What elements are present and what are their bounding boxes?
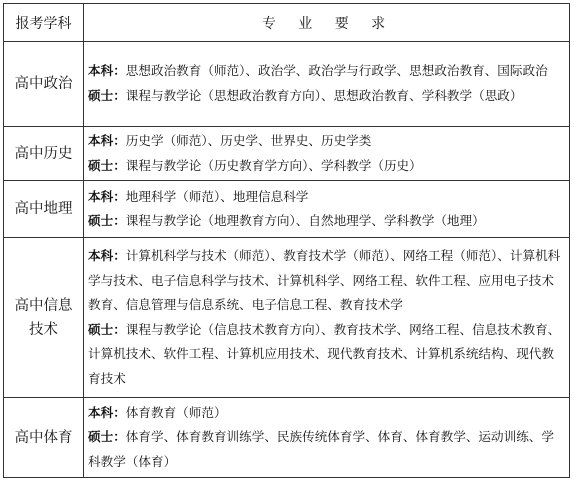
undergrad-requirement: [88, 401, 565, 426]
master-label: 硕士：: [88, 88, 126, 103]
table-row: [4, 398, 570, 478]
header-subject: 报考学科: [4, 4, 84, 42]
undergrad-majors: 思想政治教育（师范）、政治学、政治学与行政学、思想政治教育、国际政治: [125, 63, 548, 79]
table-row: [4, 127, 570, 181]
master-majors: 课程与教学论（历史教育学方向）、学科教学（历史）: [125, 157, 422, 173]
master-requirement: [88, 209, 565, 234]
subject-name: 高中政治: [14, 76, 73, 92]
requirement-cell: [84, 181, 570, 238]
table-row: [4, 238, 570, 398]
undergrad-requirement: [88, 244, 565, 318]
master-requirement: [88, 425, 565, 474]
undergrad-majors: 计算机科学与技术（师范）、教育技术学（师范）、网络工程（师范）、计算机科学与技术、电子信息科学与技术、计算机科学、网络工程、软件工程、应用电子技术教育、信息管理与信息系统、电子信息工程、教育技术学: [88, 247, 561, 313]
table-row: [4, 181, 570, 238]
table-row: [4, 42, 570, 127]
undergrad-majors: 体育教育（师范）: [125, 404, 227, 420]
master-label: 硕士：: [88, 321, 126, 337]
master-label: 硕士：: [88, 213, 126, 229]
requirement-cell: [84, 398, 570, 478]
master-majors: 课程与教学论（信息技术教育方向）、教育技术学、网络工程、信息技术教育、计算机技术、软件工程、计算机应用技术、现代教育技术、计算机系统结构、现代教育技术: [88, 321, 561, 386]
table-header-row: [4, 4, 570, 42]
subject-cell: [4, 42, 84, 127]
requirement-cell: [84, 127, 570, 181]
undergrad-requirement: [88, 185, 565, 210]
undergrad-requirement: [88, 59, 565, 84]
subject-cell: [4, 398, 84, 478]
subject-cell: [4, 238, 84, 398]
master-requirement: [88, 154, 565, 179]
requirements-table: [3, 3, 570, 478]
undergrad-label: 本科：: [88, 133, 126, 148]
master-majors: 课程与教学论（思想政治教育方向）、思想政治教育、学科教学（思政）: [125, 88, 523, 103]
requirement-cell: [84, 42, 570, 127]
subject-name: 高中体育: [14, 429, 73, 446]
subject-name-line2: 技术: [29, 321, 58, 338]
master-label: 硕士：: [88, 429, 126, 445]
undergrad-label: 本科：: [88, 247, 126, 263]
requirement-cell: [84, 238, 570, 398]
undergrad-requirement: [88, 129, 565, 154]
master-majors: 体育学、体育教育训练学、民族传统体育学、体育、体育教学、运动训练、学科教学（体育）: [88, 429, 554, 469]
undergrad-label: 本科：: [88, 404, 126, 420]
undergrad-label: 本科：: [88, 63, 126, 79]
subject-name: 高中地理: [14, 201, 73, 218]
requirements-document: [3, 3, 569, 476]
undergrad-label: 本科：: [88, 188, 126, 204]
undergrad-majors: 地理科学（师范）、地理信息科学: [125, 188, 309, 204]
master-label: 硕士：: [88, 157, 126, 173]
master-requirement: [88, 84, 565, 109]
subject-name-line1: 高中信息: [14, 297, 73, 314]
undergrad-majors: 历史学（师范）、历史学、世界史、历史学类: [125, 133, 372, 148]
header-requirements: 专 业 要 求: [84, 4, 570, 42]
master-majors: 课程与教学论（地理教育方向）、自然地理学、学科教学（地理）: [125, 213, 485, 229]
master-requirement: [88, 318, 565, 392]
subject-cell: [4, 127, 84, 181]
subject-name: 高中历史: [14, 145, 73, 162]
subject-cell: [4, 181, 84, 238]
